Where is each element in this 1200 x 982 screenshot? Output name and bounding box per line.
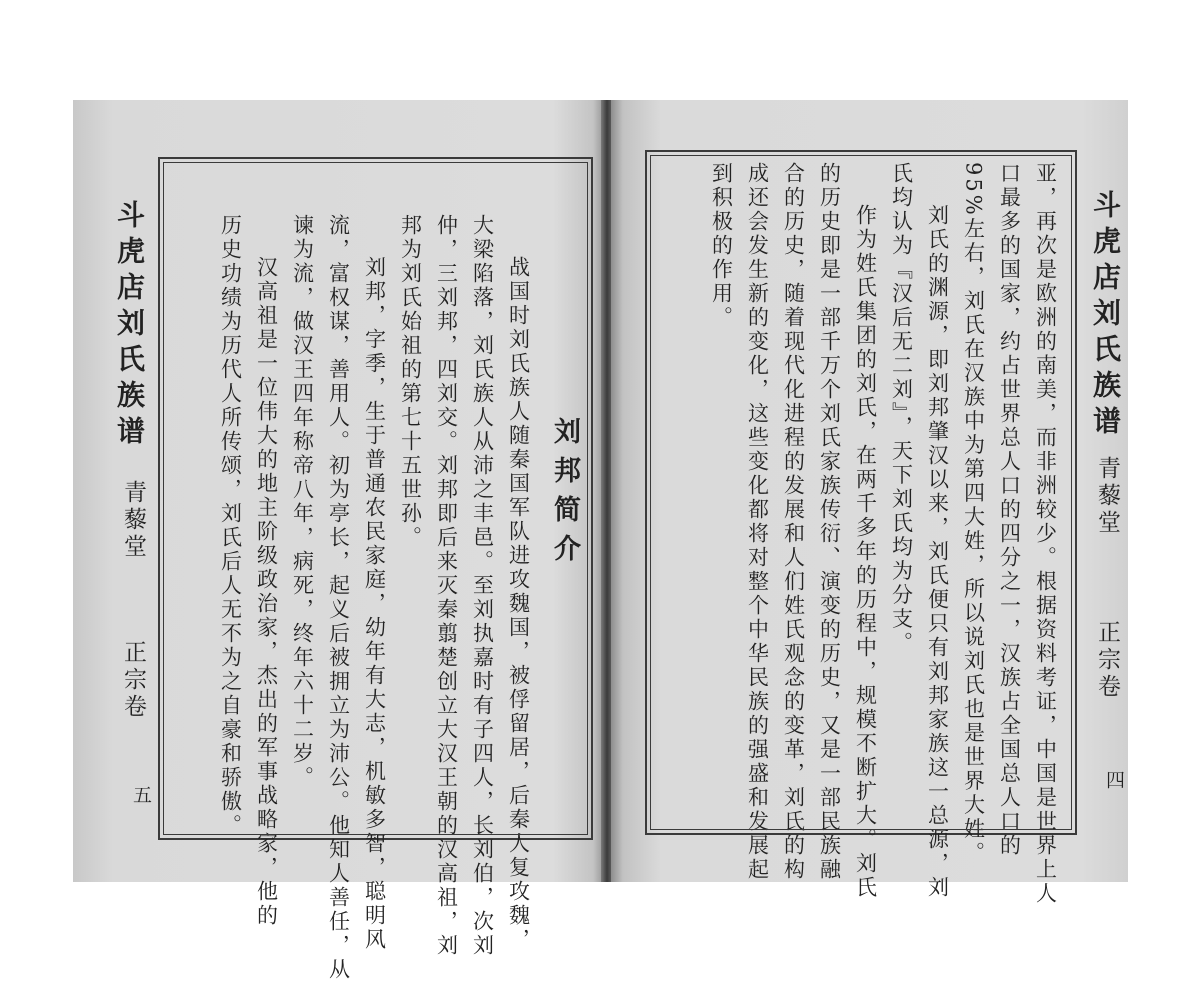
left-col-7: 谏为流，做汉王四年称帝八年，病死，终年六十二岁。 xyxy=(290,214,315,790)
right-col-1: 亚，再次是欧洲的南美，而非洲较少。根据资料考证，中国是世界上人 xyxy=(1033,162,1058,906)
left-gutter-volume: 正宗卷 xyxy=(120,640,146,721)
right-col-5: 氏均认为『汉后无二刘』，天下刘氏均为分支。 xyxy=(889,162,914,656)
left-page xyxy=(73,100,603,982)
left-col-2: 大梁陷落，刘氏族人从沛之丰邑。至刘执嘉时有子四人，长刘伯，次刘 xyxy=(470,214,495,958)
left-col-3: 仲，三刘邦，四刘交。刘邦即后来灭秦翦楚创立大汉王朝的汉高祖，刘 xyxy=(434,214,459,958)
left-col-1: 战国时刘氏族人随秦国军队进攻魏国，被俘留居，后秦人复攻魏， xyxy=(506,256,531,952)
right-gutter-hall: 青藜堂 xyxy=(1094,456,1120,537)
left-page-number: 五 xyxy=(130,785,152,804)
left-col-5: 刘邦，字季，生于普通农民家庭，幼年有大志，机敏多智，聪明风 xyxy=(362,256,387,952)
left-col-9: 历史功绩为历代人所传颂，刘氏后人无不为之自豪和骄傲。 xyxy=(218,214,243,838)
left-col-8: 汉高祖是一位伟大的地主阶级政治家，杰出的军事战略家，他的 xyxy=(254,256,279,928)
right-page-number: 四 xyxy=(1103,770,1125,789)
right-col-7: 的历史即是一部千万个刘氏家族传衍、演变的历史，又是一部民族融 xyxy=(817,162,842,882)
left-col-6: 流，富权谋，善用人。初为亭长，起义后被拥立为沛公。他知人善任，从 xyxy=(326,214,351,982)
right-col-2: 口最多的国家，约占世界总人口的四分之一，汉族占全国总人口的 xyxy=(997,162,1022,858)
left-gutter-hall: 青藜堂 xyxy=(120,480,146,561)
right-col-4: 刘氏的渊源，即刘邦肇汉以来，刘氏便只有刘邦家族这一总源，刘 xyxy=(925,204,950,900)
right-col-6: 作为姓氏集团的刘氏，在两千多年的历程中，规模不断扩大。刘氏 xyxy=(853,204,878,900)
section-heading: 刘邦简介 xyxy=(549,417,580,573)
left-gutter-title: 斗虎店刘氏族谱 xyxy=(113,200,146,452)
right-text-frame xyxy=(645,150,1077,906)
right-gutter-volume: 正宗卷 xyxy=(1094,620,1120,701)
left-col-4: 邦为刘氏始祖的第七十五世孙。 xyxy=(398,214,423,550)
right-page xyxy=(611,100,1128,906)
right-col-3: 95%左右，刘氏在汉族中为第四大姓，所以说刘氏也是世界大姓。 xyxy=(961,162,986,866)
right-col-9: 成还会发生新的变化，这些变化都将对整个中华民族的强盛和发展起 xyxy=(745,162,770,882)
right-gutter-title: 斗虎店刘氏族谱 xyxy=(1089,190,1122,442)
right-col-8: 合的历史，随着现代化进程的发展和人们姓氏观念的变革，刘氏的构 xyxy=(781,162,806,882)
right-col-10: 到积极的作用。 xyxy=(709,162,734,330)
left-text-frame xyxy=(158,157,593,982)
open-book xyxy=(73,100,1128,982)
